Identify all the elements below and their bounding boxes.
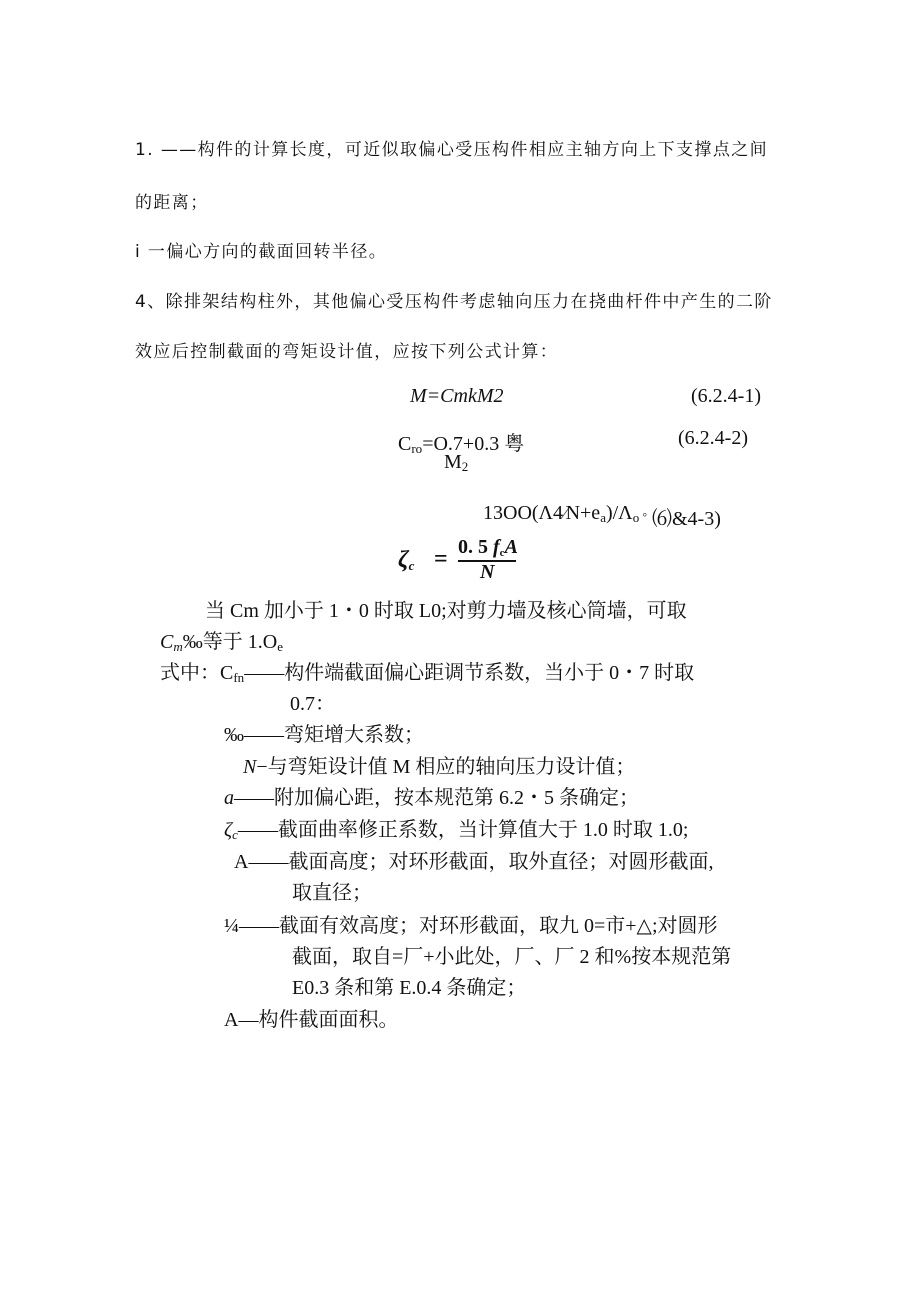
para-3-line-2: 效应后控制截面的弯矩设计值，应按下列公式计算：	[135, 342, 559, 362]
formula-3-number: ⑹&4-3)	[652, 508, 721, 530]
formula-4-numerator: 0. 5 $f_cA$	[458, 536, 518, 559]
para-3-line-1: 4、除排架结构柱外，其他偏心受压构件考虑轴向压力在挠曲杆件中产生的二阶	[135, 292, 773, 312]
note-7: A——截面高度；对环形截面，取外直径；对圆形截面,	[234, 851, 714, 873]
formula-2-number: (6.2.4-2)	[678, 427, 748, 449]
formula-4-lhs: $\zeta_c$	[398, 547, 415, 573]
formula-1: M=CmkM2	[410, 385, 504, 407]
formula-2: $C_{ro}=O.7+0.3$ 粤	[398, 433, 525, 456]
note-1-cont: $C_m‰$等于 $1.O_e$	[160, 631, 283, 654]
formula-1-number: (6.2.4-1)	[691, 385, 761, 407]
note-7-cont: 取直径；	[292, 882, 372, 904]
note-2-cont: 0.7：	[290, 693, 335, 715]
formula-4: $\zeta_c$ = 0. 5 $f_cA$ N	[398, 536, 518, 583]
formula-4-denominator: N	[480, 561, 495, 583]
para-2: i 一偏心方向的截面回转半径。	[135, 242, 388, 262]
note-9: A—构件截面面积。	[224, 1009, 399, 1031]
note-8-cont-1: 截面，取自=厂+小此处，厂、厂 2 和%按本规范第	[292, 946, 732, 968]
note-8-cont-2: E0.3 条和第 E.0.4 条确定；	[292, 977, 527, 999]
note-5: a——附加偏心距，按本规范第 6.2・5 条确定；	[224, 787, 639, 809]
note-4: N−与弯矩设计值 M 相应的轴向压力设计值；	[243, 756, 636, 778]
para-1-line-1: 1. ——构件的计算长度，可近似取偏心受压构件相应主轴方向上下支撑点之间	[135, 140, 769, 160]
para-1-line-2: 的距离；	[135, 193, 209, 213]
note-2: 式中：$C_{fn}——$构件端截面偏心距调节系数，当小于 0・7 时取	[160, 662, 695, 685]
note-1: 当 Cm 加小于 1・0 时取 L0;对剪力墙及核心筒墙，可取	[205, 600, 687, 622]
note-3: ‰——弯矩增大系数；	[224, 724, 424, 746]
note-8: ¼——截面有效高度；对环形截面，取九 0=市+△;对圆形	[224, 915, 718, 937]
formula-3: $13OO(\Lambda 4∕N+e_a)/\Lambda_o$ ◦	[483, 502, 648, 525]
note-6: $\zeta_c——$截面曲率修正系数，当计算值大于 1.0 时取 1.0;	[224, 819, 689, 842]
formula-2-denominator: $M_2$	[444, 451, 469, 474]
